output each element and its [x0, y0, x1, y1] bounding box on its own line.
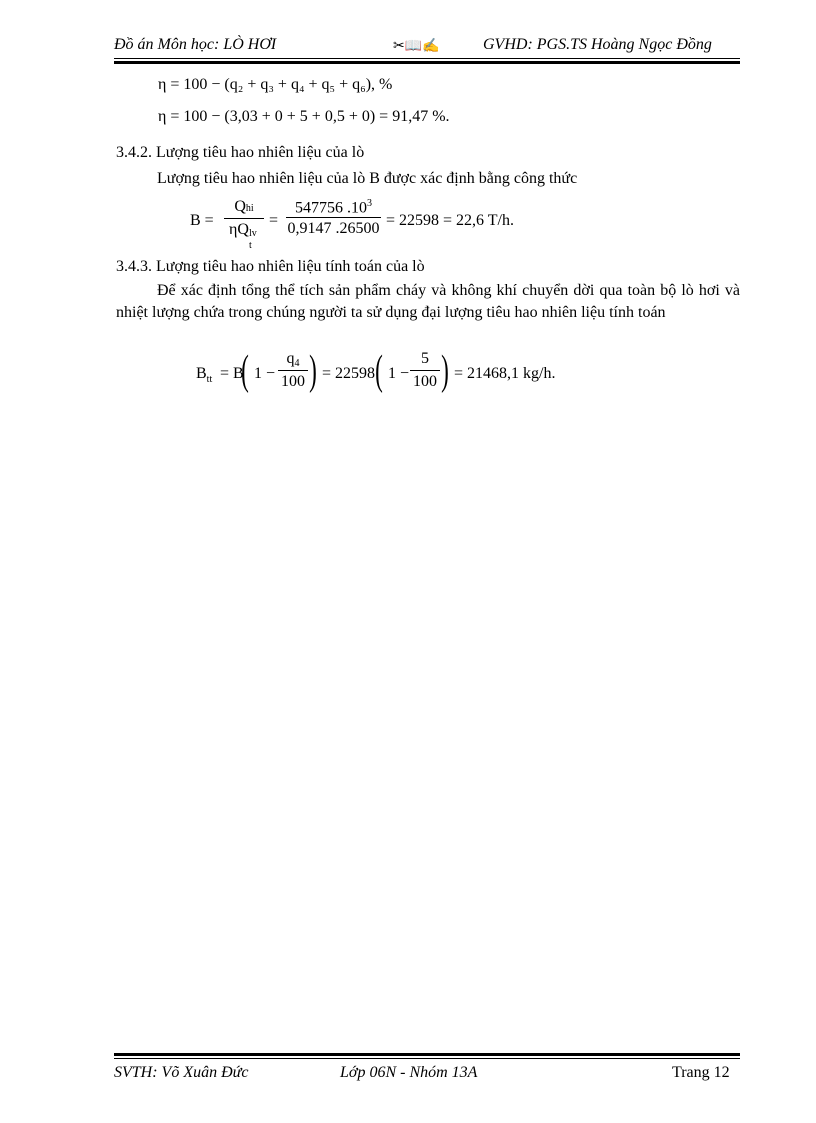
fraction-5-over-100: [410, 350, 440, 391]
btt-num-q: q: [286, 350, 295, 367]
b-num1: Q: [234, 198, 246, 215]
b-den1-sup: lv: [248, 228, 257, 239]
footer-student: SVTH: Võ Xuân Đức: [114, 1064, 249, 1081]
fraction-q4-over-100: [278, 350, 308, 391]
header-rule-thin: [114, 58, 740, 59]
fraction-q-over-etaq: [224, 198, 264, 251]
calculated-fuel-consumption-formula: [196, 350, 596, 400]
left-paren-2: (: [375, 348, 383, 394]
b-result: = 22598 = 22,6 T/h.: [386, 212, 514, 229]
b-den1: ηQ: [229, 221, 249, 238]
right-paren-2: ): [441, 348, 449, 394]
b-eq1: =: [269, 212, 279, 229]
b-num2-sup: 3: [367, 198, 372, 209]
b-num1-sub: hi: [245, 203, 254, 214]
btt-lhs: B: [196, 365, 207, 382]
footer-rule-thick: [114, 1053, 740, 1056]
right-paren-1: ): [309, 348, 317, 394]
btt-num-q-sub: 4: [294, 358, 300, 369]
btt-part2: = 22598: [322, 365, 376, 382]
page-number: Trang 12: [672, 1064, 730, 1081]
header-ornament-icon: ✂📖✍: [393, 39, 440, 54]
left-paren-1: (: [241, 348, 249, 394]
b-den1-sub: t: [248, 240, 252, 251]
footer-rule-thin: [114, 1058, 740, 1059]
section-3-4-3-text: Để xác định tổng thể tích sản phẩm cháy và không khí chuyển dời qua toàn bộ lò hơi và nhiệt lượng chứa trong chúng người ta sử dụng đại lượng tiêu hao nhiên liệu tính toán: [116, 282, 740, 321]
eta-general-equation: η = 100 − (q₂ + q₃ + q₄ + q₅ + q₆), %: [158, 76, 393, 93]
b-num2: 547756 .10: [295, 199, 367, 217]
section-3-4-3-heading: 3.4.3. Lượng tiêu hao nhiên liệu tính toán của lò: [116, 258, 425, 275]
btt-one-minus-2: 1 −: [388, 365, 410, 382]
b-den2: 0,9147 .26500: [286, 217, 381, 238]
b-lhs: B =: [190, 212, 214, 229]
header-course-title: Đồ án Môn học: LÒ HƠI: [114, 36, 277, 53]
section-3-4-2-text: Lượng tiêu hao nhiên liệu của lò B được xác định bằng công thức: [157, 170, 578, 187]
btt-result: = 21468,1 kg/h.: [454, 365, 556, 382]
btt-lhs-sub: tt: [206, 374, 213, 385]
btt-one-minus-1: 1 −: [254, 365, 276, 382]
btt-den-100-1: 100: [278, 370, 308, 391]
btt-num-5: 5: [421, 350, 429, 367]
btt-part1: = B: [220, 365, 244, 382]
header-supervisor: GVHD: PGS.TS Hoàng Ngọc Đồng: [483, 36, 712, 53]
header-rule-thick: [114, 61, 740, 64]
section-3-4-2-heading: 3.4.2. Lượng tiêu hao nhiên liệu của lò: [116, 144, 365, 161]
fuel-consumption-formula: [190, 198, 550, 251]
footer-class-group: Lớp 06N - Nhóm 13A: [340, 1064, 478, 1081]
btt-den-100-2: 100: [410, 370, 440, 391]
fraction-numeric: [286, 198, 381, 238]
eta-value-equation: η = 100 − (3,03 + 0 + 5 + 0,5 + 0) = 91,47 %.: [158, 108, 450, 125]
